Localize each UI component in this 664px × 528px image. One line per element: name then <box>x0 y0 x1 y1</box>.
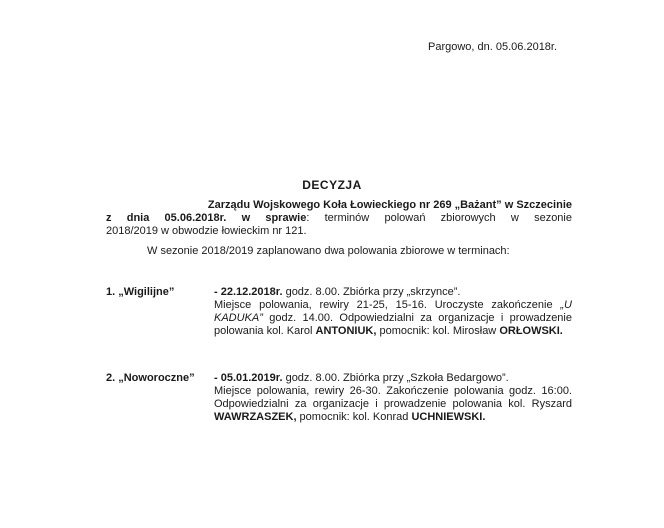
hunt-2-line-2 <box>214 385 572 424</box>
hunt-1-assistant: ORŁOWSKI. <box>499 325 563 337</box>
hunt-2-leader: WAWRZASZEK, <box>214 411 297 423</box>
subtitle-line-2 <box>106 212 572 225</box>
hunt-1-assistant-label: pomocnik: kol. Mirosław <box>376 325 500 337</box>
hunt-2-assistant-label: pomocnik: kol. Konrad <box>296 411 412 423</box>
hunt-2-assistant: UCHNIEWSKI. <box>411 411 486 423</box>
intro-paragraph: W sezonie 2018/2019 zaplanowano dwa polowania zbiorowe w terminach: <box>147 245 510 257</box>
subtitle-subject: : terminów polowań zbiorowych w sezonie <box>306 212 572 224</box>
hunt-1-line-2 <box>214 299 572 338</box>
hunt-2-location: Miejsce polowania, rewiry 26-30. Zakończenie polowania godz. 16:00. Odpowiedzialni za organizacje i prowadzenie polowania kol. Ryszard <box>214 385 572 410</box>
hunt-2-line-1 <box>214 372 572 385</box>
hunt-1-meeting: godz. 8.00. Zbiórka przy „skrzynce”. <box>282 286 461 298</box>
hunt-1-date: - 22.12.2018r. <box>214 286 283 298</box>
hunt-2-date: - 05.01.2019r. <box>214 372 283 384</box>
document-title: DECYZJA <box>302 178 362 192</box>
subtitle-date-bold: z dnia 05.06.2018r. w sprawie <box>106 212 307 224</box>
subtitle-line-1: Zarządu Wojskowego Koła Łowieckiego nr 269 „Bażant” w Szczecinie <box>207 199 572 211</box>
hunt-2-meeting: godz. 8.00. Zbiórka przy „Szkoła Bedargowo”. <box>282 372 509 384</box>
hunt-2-details <box>214 372 572 424</box>
hunt-1-line-1 <box>214 286 572 299</box>
hunt-1-details <box>214 286 572 338</box>
hunt-2-label: 2. „Noworoczne” <box>106 372 195 384</box>
hunt-1-responsible: godz. 14.00. Odpowiedzialni za organizacje i prowadzenie polowania kol. Karol <box>214 312 572 337</box>
subtitle-line-3: 2018/2019 w obwodzie łowieckim nr 121. <box>106 225 307 237</box>
hunt-1-leader: ANTONIUK, <box>315 325 377 337</box>
place-and-date: Pargowo, dn. 05.06.2018r. <box>428 41 558 53</box>
hunt-1-location: Miejsce polowania, rewiry 21-25, 15-16. Uroczyste zakończenie <box>214 299 553 311</box>
hunt-1-label: 1. „Wigilijne” <box>106 286 175 298</box>
hunt-1-place: „U KADUKA” <box>214 299 572 324</box>
